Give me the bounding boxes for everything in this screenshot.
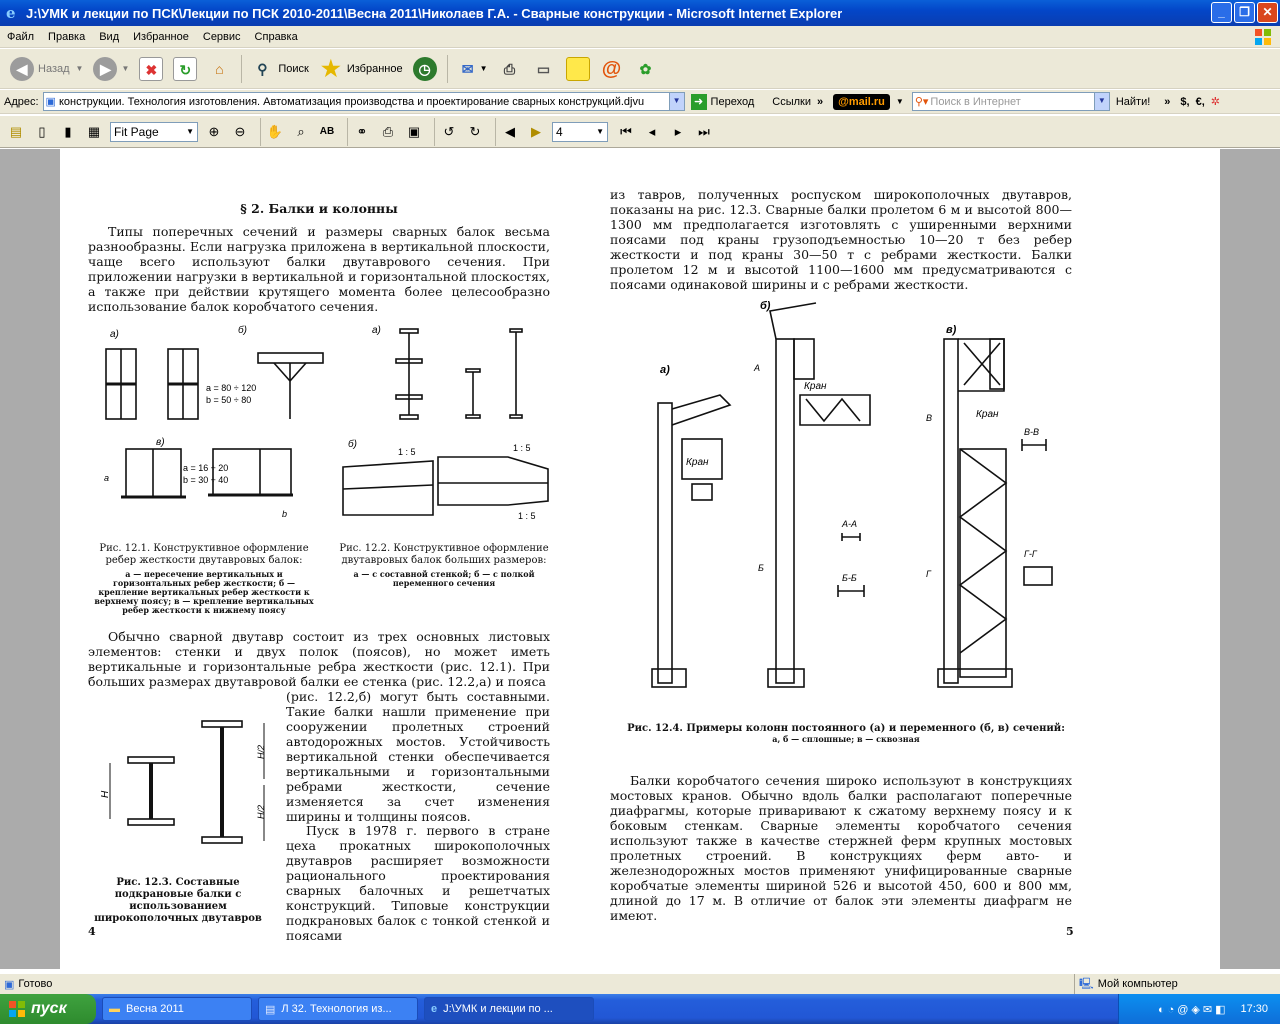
paragraph: Пуск в 1978 г. первого в стране цеха прокатных широкополочных двутавров расширяет возможности рационального проектирования сварных балочных и решетчатых конструкций. Типовые конструкции подкрановых балок с тонкой стенкой и поясами	[286, 823, 550, 943]
hand-tool-icon[interactable]: ✋	[266, 123, 284, 139]
document-icon: ▤	[265, 1003, 276, 1016]
kran-label: Кран	[976, 409, 999, 420]
thumbnail-icon[interactable]: ▦	[87, 123, 101, 139]
page-icon[interactable]: ▯	[38, 123, 46, 139]
messenger-button[interactable]	[630, 52, 662, 86]
ratio-label: 1 : 5	[518, 511, 536, 521]
windows-flag-icon	[8, 1000, 26, 1018]
section-gg-label: Г-Г	[1024, 549, 1037, 559]
label-b: б)	[760, 300, 771, 312]
go-button[interactable]: ➜ Переход	[691, 94, 755, 110]
search-icon: ⚲▾	[914, 96, 929, 108]
fig2-caption-block: Рис. 12.2. Конструктивное оформление двутавровых балок больших размеров: а — с составной стенкой; б — с полкой переменного сечения	[339, 543, 549, 588]
section-vv-label: В-В	[1024, 427, 1040, 437]
figure-12-2	[338, 319, 558, 529]
fig4-caption-block: Рис. 12.4. Примеры колонн постоянного (а) и переменного (б, в) сечений: а, б — сплошные; в — сквозная	[627, 723, 1065, 744]
menu-bar	[0, 26, 1280, 48]
tray-icons[interactable]: ◐◔@◈✉◧	[1157, 1003, 1229, 1016]
menu-help[interactable]: Справка	[254, 30, 298, 43]
stop-button[interactable]	[135, 52, 167, 86]
label-b: б)	[348, 439, 357, 450]
kran-label: Кран	[686, 457, 709, 468]
menu-view[interactable]: Вид	[99, 30, 120, 43]
printer-icon: ⎙	[503, 60, 516, 77]
dim-h2: H/2	[256, 744, 266, 759]
currency-icon[interactable]: $,	[1180, 95, 1190, 108]
home-button[interactable]	[203, 52, 235, 86]
at-icon: @	[601, 57, 622, 80]
refresh-icon: ↻	[173, 57, 197, 81]
document-viewer[interactable]	[0, 149, 1280, 969]
menu-tools[interactable]: Сервис	[202, 30, 241, 43]
paragraph: Балки коробчатого сечения широко используют в конструкциях мостовых кранов. Обычно вдоль балки располагают поперечные диафрагмы, которые приваривают к сжатому верхнему поясу и к боковым стенкам. Сварные элементы коробчатого сечения используют также в качестве стержней ферм крупных мостовых пролетных строений. В конструкциях ферм авто- и железнодорожных мостов применяют унифицированные сварные коробчатые элементы шириной 526 и высотой 450, 600 и 800 мм, длиной до 17 м. В отличие от балок эти элементы диафрагм не имеют.	[610, 773, 1072, 923]
next-page-icon[interactable]: ▸	[674, 123, 682, 139]
zoom-select[interactable]: Fit Page ▼	[110, 122, 198, 142]
cut-a-label: А	[754, 363, 761, 373]
print-button[interactable]	[494, 52, 526, 86]
back-button[interactable]: ◀ Назад ▼	[6, 52, 87, 86]
dims-label: a = 16 ÷ 20	[183, 463, 229, 473]
start-button[interactable]: пуск	[0, 994, 96, 1024]
search-icon: ⚲	[257, 60, 268, 77]
forward-button[interactable]: ▶ ▼	[89, 52, 133, 86]
menu-file[interactable]: Файл	[7, 30, 35, 43]
zone-panel	[1074, 974, 1178, 994]
print-icon[interactable]: ⎙	[382, 123, 394, 139]
dims-label: b = 50 ÷ 80	[206, 395, 252, 405]
go-arrow-icon: ➜	[691, 94, 707, 110]
find-button[interactable]: Найти!	[1115, 95, 1151, 108]
dims-label: a = 80 ÷ 120	[206, 383, 257, 393]
last-page-icon[interactable]: ⏭	[698, 123, 710, 139]
rotate-right-icon[interactable]: ↻	[469, 123, 481, 139]
save-icon[interactable]: ▣	[407, 123, 421, 139]
document-page	[60, 149, 1220, 969]
standard-toolbar	[0, 49, 1280, 89]
ie-icon: e	[431, 1003, 438, 1015]
label-v: в)	[946, 324, 957, 336]
folder-icon: ▬	[109, 1003, 120, 1015]
history-button[interactable]	[409, 52, 441, 86]
chevron-right-icon[interactable]: »	[1164, 95, 1171, 108]
paragraph: Типы поперечных сечений и размеры сварных балок весьма разнообразны. Если нагрузка приложена в вертикальной плоскости, чаще всего используют балки двутаврового сечения. При приложении нагрузки в вертикальной и горизонтальной плоскостях, а также при действии крутящего момента более целесообразно использование балок коробчатого сечения.	[88, 224, 550, 314]
euro-icon[interactable]: €,	[1195, 95, 1205, 108]
taskbar	[0, 994, 1280, 1024]
history-icon: ◷	[413, 57, 437, 81]
search-input[interactable]: ⚲▾ Поиск в Интернет ▼	[912, 92, 1110, 111]
save-doc-icon[interactable]: ▤	[9, 123, 23, 139]
mail-button[interactable]: ✉ ▼	[452, 52, 492, 86]
section-bb-label: Б-Б	[842, 573, 857, 583]
dim-h2: H/2	[256, 804, 266, 819]
search-button[interactable]: ⚲ Поиск	[246, 52, 312, 86]
system-tray	[1118, 994, 1280, 1024]
favorites-button[interactable]: ★ Избранное	[315, 52, 407, 86]
settings-icon[interactable]: ✲	[1210, 96, 1220, 108]
window-title: J:\УМК и лекции по ПСК\Лекции по ПСК 2010-2011\Весна 2011\Николаев Г.А. - Сварные конструкции - Microsoft Internet Explorer	[26, 5, 843, 21]
ie-logo-icon: e	[6, 4, 16, 22]
next-page-arrow-icon[interactable]: ▶	[531, 123, 541, 139]
djvu-toolbar	[0, 116, 1280, 148]
text-select-icon[interactable]: AB	[319, 125, 335, 137]
maximize-button[interactable]: ❐	[1234, 2, 1255, 23]
title-bar	[0, 0, 1280, 26]
address-bar	[0, 90, 1280, 114]
section-heading: § 2. Балки и колонны	[240, 201, 398, 216]
zone-text: Мой компьютер	[1097, 978, 1178, 990]
minimize-button[interactable]: _	[1211, 2, 1232, 23]
menu-edit[interactable]: Правка	[48, 30, 86, 43]
address-dropdown[interactable]: ▼	[669, 93, 684, 110]
edit-button[interactable]	[528, 52, 560, 86]
dim-a: a	[104, 473, 110, 483]
edit-icon: ▭	[536, 60, 551, 77]
home-icon: ⌂	[215, 60, 224, 77]
zoom-out-icon[interactable]: ⊖	[234, 123, 246, 139]
search-dropdown[interactable]: ▼	[1094, 93, 1109, 110]
cut-g-label: Г	[926, 569, 931, 579]
messenger-icon: ✿	[639, 60, 652, 77]
page-number-right: 5	[1066, 925, 1074, 938]
ratio-label: 1 : 5	[398, 447, 416, 457]
ratio-label: 1 : 5	[513, 443, 531, 453]
cut-v-label: В	[926, 413, 933, 423]
zoom-in-icon[interactable]: ⊕	[208, 123, 220, 139]
figure-12-3	[98, 713, 278, 863]
address-label: Адрес:	[4, 95, 39, 108]
chevron-down-icon[interactable]: ▼	[895, 97, 904, 106]
menu-favorites[interactable]: Избранное	[133, 30, 189, 43]
discuss-button[interactable]	[562, 52, 594, 86]
refresh-button[interactable]	[169, 52, 201, 86]
section-aa-label: А-А	[842, 519, 858, 529]
figure-12-4	[620, 299, 1060, 719]
zoom-select-icon[interactable]: ⌕	[297, 123, 305, 139]
text-page-icon[interactable]: ▮	[64, 123, 72, 139]
stop-icon: ✖	[139, 57, 163, 81]
label-b: б)	[238, 325, 247, 336]
kran-label: Кран	[804, 381, 827, 392]
windows-flag-icon	[1254, 28, 1272, 46]
mail-icon: ✉	[461, 60, 474, 77]
close-button[interactable]: ✕	[1257, 2, 1278, 23]
first-page-icon[interactable]: ⏮	[620, 123, 632, 139]
fig3-caption: Рис. 12.3. Составные подкрановые балки с использованием широкополочных двутавров	[94, 877, 262, 924]
mailru-agent-button[interactable]	[596, 52, 628, 86]
status-text: Готово	[18, 978, 53, 990]
taskbar-item-ie[interactable]: e J:\УМК и лекции по ...	[424, 997, 594, 1021]
star-icon: ★	[320, 55, 341, 81]
status-bar	[0, 973, 1280, 994]
address-input[interactable]: ▣ конструкции. Технология изготовления. Автоматизация производства и проектирование сварных конструкций.djvu ▼	[43, 92, 685, 111]
cut-b-label: Б	[758, 563, 764, 573]
find-icon[interactable]: ⚭	[356, 123, 368, 139]
page-number-select[interactable]: 4 ▼	[552, 122, 608, 142]
label-a: а)	[110, 329, 119, 340]
paragraph: Обычно сварной двутавр состоит из трех основных листовых элементов: стенки и двух полок (поясов), но может иметь вертикальные и горизонтальные ребра жесткости (рис. 12.1). При больших размерах двутавровой балки ее стенка (рис. 12.2,а) и пояса	[88, 629, 550, 689]
mailru-logo[interactable]: @mail.ru	[833, 94, 890, 110]
chevron-right-icon[interactable]: »	[816, 95, 824, 108]
paragraph: (рис. 12.2,б) могут быть составными. Такие балки нашли применение при сооружении пролетных строений автодорожных мостов. Устойчивость вертикальной стенки обеспечивается вертикальными и горизонтальными ребрами жесткости, сечение изменяется за счет изменения ширины и толщины поясов.	[286, 689, 550, 824]
figure-12-1	[88, 319, 338, 529]
forward-arrow-icon: ▶	[93, 57, 117, 81]
previous-page-icon[interactable]: ◂	[648, 123, 656, 139]
paragraph: из тавров, полученных роспуском широкополочных двутавров, показаны на рис. 12.3. Сварные балки пролетом 6 м и высотой 800—1300 мм предполагается изготовлять с уширенными верхними поясами под краны грузоподъемностью 10—20 т без ребер жесткости и под краны 30—50 т с ребрами жесткости. Балки пролетом 12 м и высотой 1100—1600 мм предусматриваются с поясами одинаковой ширины и с ребрами жесткости.	[610, 187, 1072, 292]
page-number-left: 4	[88, 925, 96, 938]
taskbar-item-folder[interactable]: ▬ Весна 2011	[102, 997, 252, 1021]
back-arrow-icon: ◀	[10, 57, 34, 81]
label-a: а)	[660, 364, 670, 376]
prev-page-arrow-icon[interactable]: ◀	[505, 123, 515, 139]
page-done-icon: ▣	[4, 978, 15, 991]
computer-icon: 🖳	[1079, 977, 1094, 990]
links-label[interactable]: Ссылки	[772, 95, 811, 108]
dim-b: b	[282, 509, 288, 519]
clock: 17:30	[1240, 1003, 1268, 1015]
fig1-caption-block: Рис. 12.1. Конструктивное оформление ребер жесткости двутавровых балок: а — пересечение вертикальных и горизонтальных ребер жесткости; б — крепление вертикальных ребер жесткости к верхнему поясу; в — крепление вертикальных ребер жесткости к нижнему поясу	[94, 543, 314, 615]
dim-h: H	[100, 790, 111, 798]
rotate-left-icon[interactable]: ↺	[443, 123, 455, 139]
label-v: в)	[156, 437, 165, 448]
note-icon	[566, 57, 590, 81]
dims-label: b = 30 ÷ 40	[183, 475, 229, 485]
taskbar-item-word[interactable]: ▤ Л 32. Технология из...	[258, 997, 418, 1021]
label-a: а)	[372, 325, 381, 336]
